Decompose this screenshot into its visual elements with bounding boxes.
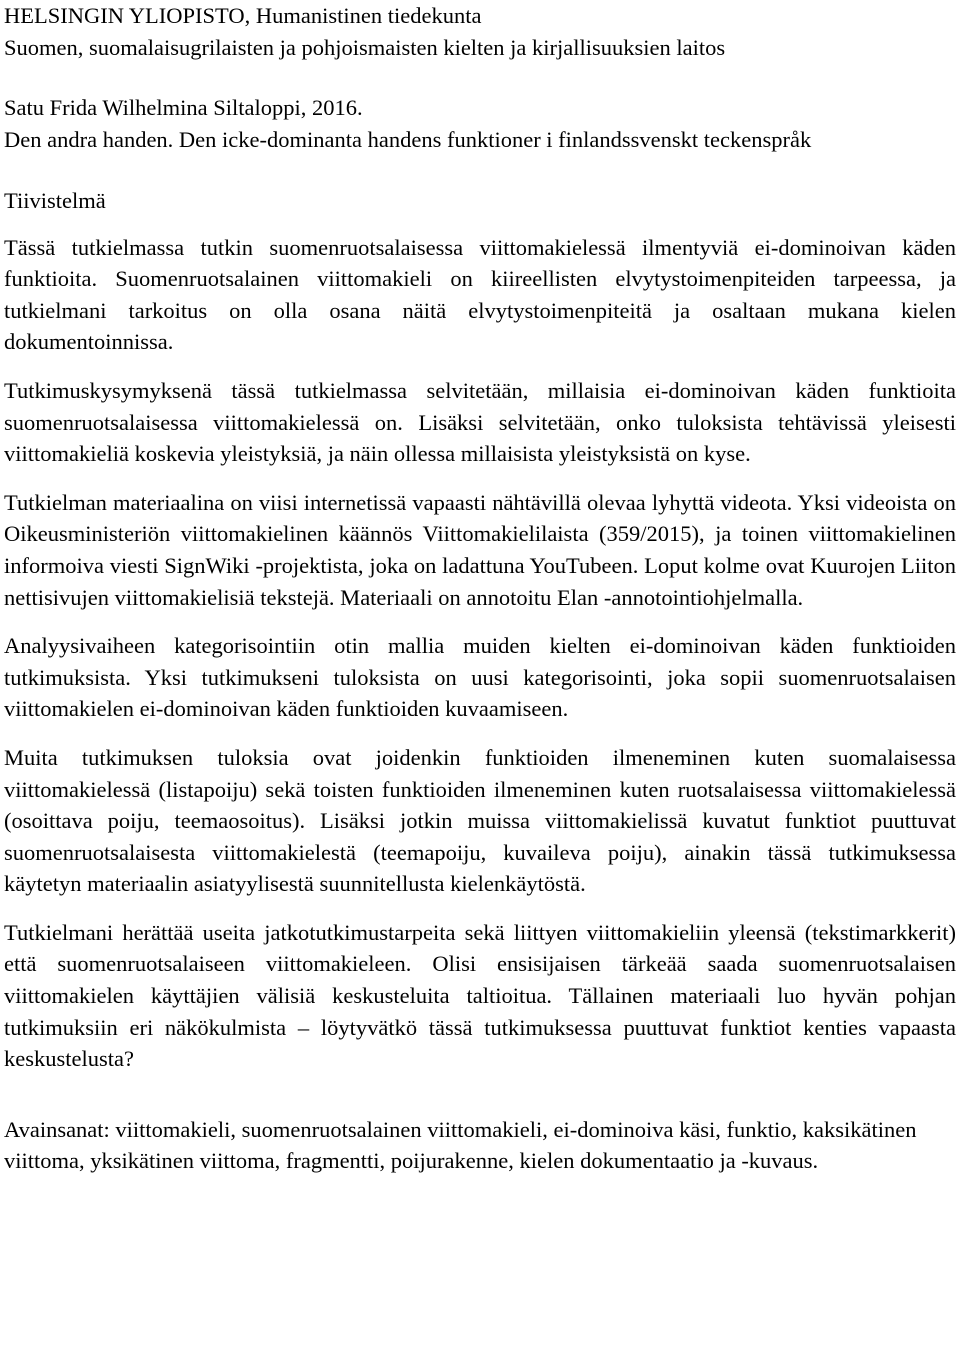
abstract-paragraph-5: Muita tutkimuksen tuloksia ovat joidenkin funktioiden ilmeneminen kuten suomalaisessa viittomakielessä (listapoiju) sekä toisten funktioiden ilmeneminen kuten ruotsalaisessa viittomakielessä (osoittava poiju, teemaosoitus). Lisäksi jotkin muissa viittomakielissä kuvatut funktiot puuttuvat suomenruotsalaisesta viittomakielestä (teemapoiju, kuvaileva poiju), ainakin tässä tutkimuksessa käytetyn materiaalin asiatyylisestä suunnitellusta kielenkäytöstä. [4, 744, 956, 897]
abstract-body [4, 232, 956, 1075]
thesis-title: Den andra handen. Den icke-dominanta handens funktioner i finlandssvenskt teckenspråk [4, 126, 812, 152]
author-year: Satu Frida Wilhelmina Siltaloppi, 2016. [4, 95, 363, 120]
abstract-paragraph-4: Analyysivaiheen kategorisointiin otin mallia muiden kielten ei-dominoivan käden funktioiden tutkimuksista. Yksi tutkimukseni tuloksista on uusi kategorisointi, joka sopii suomenruotsalaisen viittomakielen ei-dominoivan käden funktioiden kuvaamiseen. [4, 633, 956, 722]
abstract-paragraph-1: Tässä tutkielmassa tutkin suomenruotsalaisessa viittomakielessä ilmentyviä ei-dominoivan käden funktioita. Suomenruotsalainen viittomakieli on kiireellisten elvytystoimenpiteiden tarpeessa, ja tutkielmani tarkoitus on olla osana näitä elvytystoimenpiteitä ja osaltaan mukana kielen dokumentoinnissa. [4, 234, 956, 355]
abstract-heading: Tiivistelmä [4, 188, 106, 214]
abstract-paragraph-3: Tutkielman materiaalina on viisi internetissä vapaasti nähtävillä olevaa lyhyttä videota. Yksi videoista on Oikeusministeriön viittomakielinen käännös Viittomakielilaista (359/2015), ja toinen viittomakielinen informoiva viesti SignWiki -projektista, joka on ladattuna YouTubeen. Loput kolme ovat Kuurojen Liiton nettisivujen viittomakielisiä tekstejä. Materiaali on annotoitu Elan -annotointiohjelmalla. [4, 489, 956, 610]
thesis-info [4, 92, 956, 155]
university-faculty-line: HELSINGIN YLIOPISTO, Humanistinen tiedekunta [4, 3, 482, 28]
keywords: Avainsanat: viittomakieli, suomenruotsalainen viittomakieli, ei-dominoiva käsi, funktio, kaksikätinen viittoma, yksikätinen viittoma, fragmentti, poijurakenne, kielen dokumentaatio ja -kuvaus. [4, 1116, 917, 1174]
abstract-paragraph-6: Tutkielmani herättää useita jatkotutkimustarpeita sekä liittyen viittomakieliin yleensä (tekstimarkkerit) että suomenruotsalaiseen viittomakieleen. Olisi ensisijaisen tärkeää saada suomenruotsalaisen viittomakielen käyttäjien välisiä keskusteluita taltioitua. Tällainen materiaali luo hyvän pohjan tutkimuksiin eri näkökulmista – löytyvätkö tässä tutkimuksessa puuttuvat funktiot kenties vapaasta keskustelusta? [4, 919, 956, 1072]
abstract-paragraph-2: Tutkimuskysymyksenä tässä tutkielmassa selvitetään, millaisia ei-dominoivan käden funktioita suomenruotsalaisessa viittomakielessä on. Lisäksi selvitetään, onko tuloksista tehtävissä yleisesti viittomakieliä koskevia yleistyksiä, ja näin ollessa millaisista yleistyksistä on kyse. [4, 377, 956, 467]
document-header [4, 0, 956, 63]
department-line: Suomen, suomalaisugrilaisten ja pohjoismaisten kielten ja kirjallisuuksien laitos [4, 34, 726, 60]
